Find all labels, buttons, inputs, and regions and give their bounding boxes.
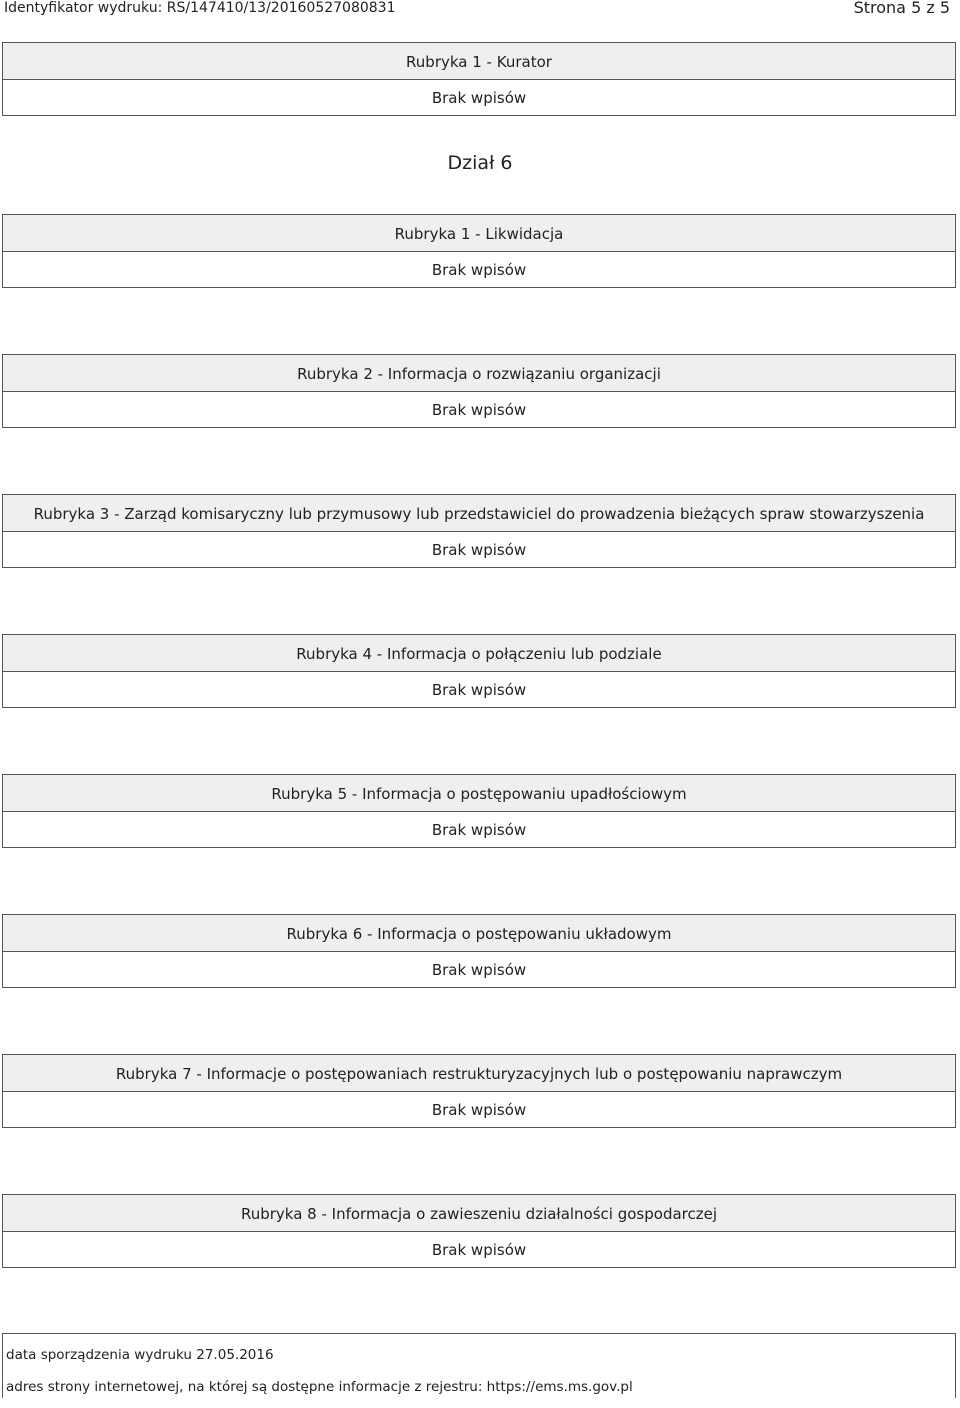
- rubryka-body: Brak wpisów: [3, 532, 955, 567]
- rubryka-6: [2, 914, 956, 988]
- rubryka-body: Brak wpisów: [3, 252, 955, 287]
- rubryka-body: Brak wpisów: [3, 392, 955, 427]
- rubryka-1: [2, 214, 956, 288]
- rubryka-title: Rubryka 3 - Zarząd komisaryczny lub przymusowy lub przedstawiciel do prowadzenia bieżących spraw stowarzyszenia: [3, 495, 955, 532]
- rubryka-7: [2, 1054, 956, 1128]
- rubryka-3: [2, 494, 956, 568]
- registry-address: adres strony internetowej, na której są dostępne informacje z rejestru: https://ems.ms.gov.pl: [6, 1379, 633, 1395]
- rubryka-title: Rubryka 2 - Informacja o rozwiązaniu organizacji: [3, 355, 955, 392]
- rubryka-title: Rubryka 4 - Informacja o połączeniu lub podziale: [3, 635, 955, 672]
- rubryka-kurator: [2, 42, 956, 116]
- rubryka-body: Brak wpisów: [3, 812, 955, 847]
- rubryka-body: Brak wpisów: [3, 672, 955, 707]
- rubryka-title: Rubryka 6 - Informacja o postępowaniu układowym: [3, 915, 955, 952]
- rubryka-title: Rubryka 1 - Kurator: [3, 43, 955, 80]
- rubryka-body: Brak wpisów: [3, 80, 955, 115]
- rubryka-5: [2, 774, 956, 848]
- rubryka-title: Rubryka 7 - Informacje o postępowaniach restrukturyzacyjnych lub o postępowaniu naprawczym: [3, 1055, 955, 1092]
- page-number: Strona 5 z 5: [853, 0, 950, 17]
- rubryka-title: Rubryka 8 - Informacja o zawieszeniu działalności gospodarczej: [3, 1195, 955, 1232]
- print-footer: [2, 1333, 956, 1398]
- rubryka-body: Brak wpisów: [3, 952, 955, 987]
- rubryka-body: Brak wpisów: [3, 1232, 955, 1267]
- rubryka-8: [2, 1194, 956, 1268]
- rubryka-body: Brak wpisów: [3, 1092, 955, 1127]
- rubryka-4: [2, 634, 956, 708]
- rubryka-title: Rubryka 5 - Informacja o postępowaniu upadłościowym: [3, 775, 955, 812]
- rubryka-title: Rubryka 1 - Likwidacja: [3, 215, 955, 252]
- print-date: data sporządzenia wydruku 27.05.2016: [6, 1347, 274, 1363]
- section-heading: Dział 6: [447, 152, 513, 174]
- rubryka-2: [2, 354, 956, 428]
- print-identifier: Identyfikator wydruku: RS/147410/13/20160527080831: [4, 0, 396, 16]
